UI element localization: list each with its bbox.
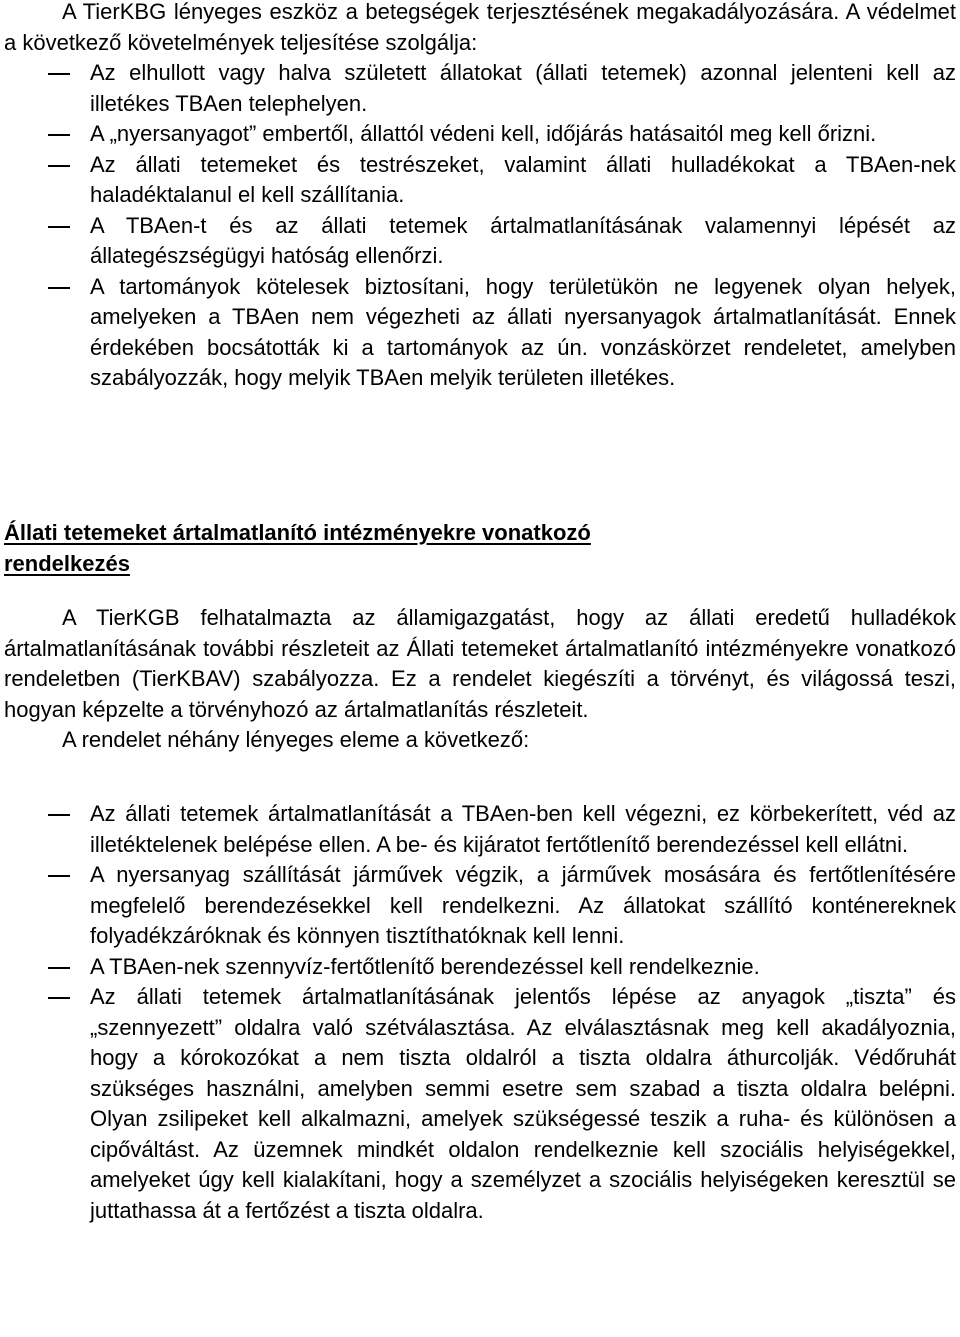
list-item: A TBAen-nek szennyvíz-fertőtlenítő berendezéssel kell rendelkeznie. — [4, 952, 956, 983]
dash-bullet-icon — [48, 226, 70, 228]
list-item: A nyersanyag szállítását járművek végzik, a járművek mosására és fertőtlenítésére megfelelő berendezésekkel kell rendelkezni. Az állatokat szállító konténereknek folyadékzáróknak és könnyen tisztíthatóknak kell lenni. — [4, 860, 956, 952]
section-paragraph-block — [4, 603, 956, 756]
requirements-list — [4, 58, 956, 394]
section-paragraph: A TierKGB felhatalmazta az államigazgatást, hogy az állati eredetű hulladékok ártalmatlanításának további részleteit az Állati tetemeket ártalmatlanító intézményekre vonatkozó rendeletben (TierKBAV) szabályozza. Ez a rendelet kiegészíti a törvényt, és világossá teszi, hogyan képzelte a törvényhozó az ártalmatlanítás részleteit. — [4, 605, 956, 722]
regulation-elements-list-block — [4, 799, 956, 1226]
intro-paragraph: A TierKBG lényeges eszköz a betegségek terjesztésének megakadályozására. A védelmet a következő követelmények teljesítése szolgálja: — [4, 0, 956, 55]
dash-bullet-icon — [48, 967, 70, 969]
dash-bullet-icon — [48, 814, 70, 816]
list-item: A tartományok kötelesek biztosítani, hogy területükön ne legyenek olyan helyek, amelyeken a TBAen nem végezheti az állati nyersanyagok ártalmatlanítását. Ennek érdekében bocsátották ki a tartományok az ún. vonzáskörzet rendeletet, amelyben szabályozzák, hogy melyik TBAen melyik területen illetékes. — [4, 272, 956, 394]
list-item: Az állati tetemek ártalmatlanításának jelentős lépése az anyagok „tiszta” és „szennyezett” oldalra való szétválasztása. Az elválasztásnak meg kell akadályoznia, hogy a kórokozókat a nem tiszta oldalról a tiszta oldalra áthurcolják. Védőruhát szükséges használni, amelyben semmi esetre sem szabad a tiszta oldalra belépni. Olyan zsilipeket kell alkalmazni, amelyek szükségessé teszik a ruha- és különösen a cipőváltást. Az üzemnek mindkét oldalon rendelkeznie kell szociális helyiségekkel, amelyeket úgy kell kialakítani, hogy a személyzet a szociális helyiségeken keresztül se juttathassa át a fertőzést a tiszta oldalra. — [4, 982, 956, 1226]
dash-bullet-icon — [48, 875, 70, 877]
section-heading-block — [4, 517, 956, 579]
dash-bullet-icon — [48, 287, 70, 289]
list-item: Az állati tetemek ártalmatlanítását a TBAen-ben kell végezni, ez körbekerített, véd az illetéktelenek belépése ellen. A be- és kijáratot fertőtlenítő berendezéssel kell ellátni. — [4, 799, 956, 860]
requirements-list-block — [4, 58, 956, 394]
list-item: Az állati tetemeket és testrészeket, valamint állati hulladékokat a TBAen-nek haladéktalanul el kell szállítania. — [4, 150, 956, 211]
intro-block — [4, 0, 956, 58]
list-item: A „nyersanyagot” embertől, állattól védeni kell, időjárás hatásaitól meg kell őrizni. — [4, 119, 956, 150]
list-item: Az elhullott vagy halva született állatokat (állati tetemek) azonnal jelenteni kell az illetékes TBAen telephelyen. — [4, 58, 956, 119]
dash-bullet-icon — [48, 165, 70, 167]
section-heading: Állati tetemeket ártalmatlanító intézményekre vonatkozó rendelkezés — [4, 520, 591, 576]
section-lead: A rendelet néhány lényeges eleme a következő: — [62, 727, 530, 752]
regulation-elements-list — [4, 799, 956, 1226]
dash-bullet-icon — [48, 134, 70, 136]
list-item: A TBAen-t és az állati tetemek ártalmatlanításának valamennyi lépését az állategészségügyi hatóság ellenőrzi. — [4, 211, 956, 272]
dash-bullet-icon — [48, 997, 70, 999]
dash-bullet-icon — [48, 73, 70, 75]
